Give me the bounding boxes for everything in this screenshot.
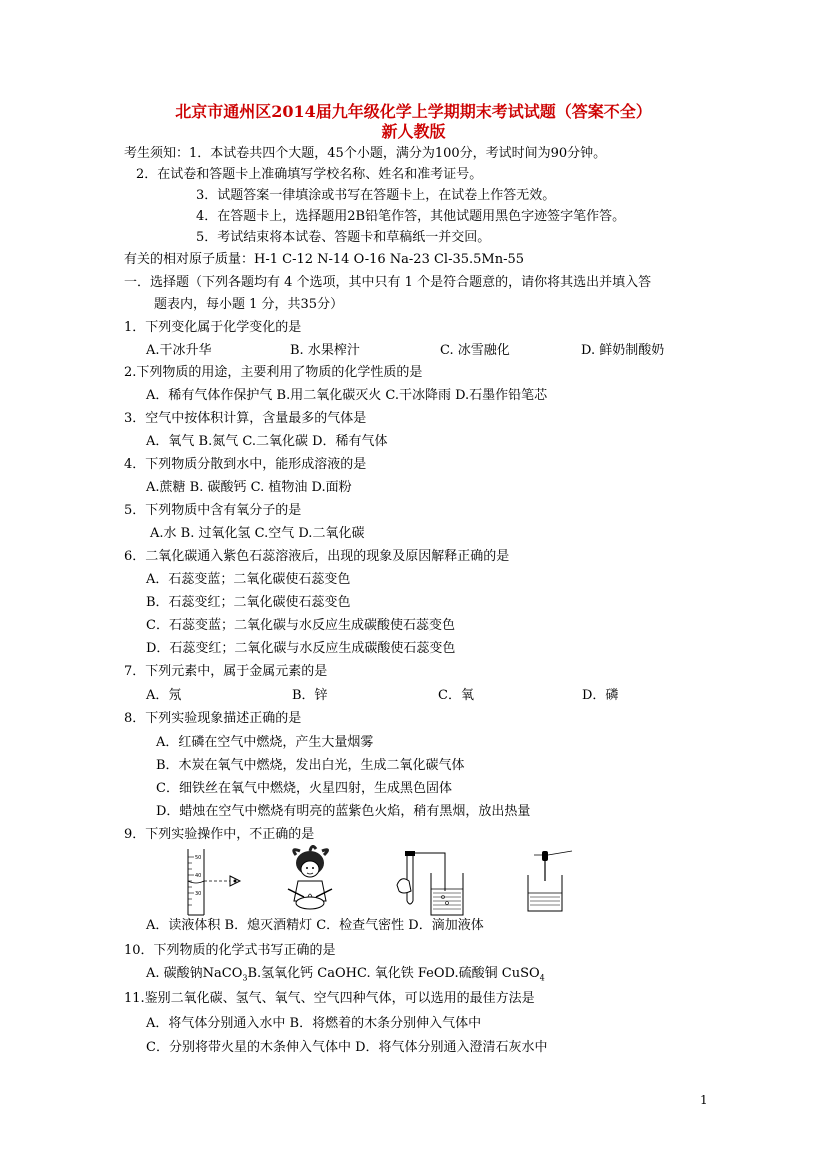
q10-option-a-subscript: 3 — [242, 973, 248, 983]
dropper-figure — [520, 845, 580, 917]
notice-1: 考生须知：1．本试卷共四个大题，45个小题，满分为100分，考试时间为90分钟。 — [124, 146, 607, 161]
title-line-1: 北京市通州区2014届九年级化学上学期期末考试试题（答案不全） — [175, 102, 652, 121]
airtightness-check-figure — [395, 845, 475, 917]
q1-stem: 1．下列变化属于化学变化的是 — [124, 320, 302, 335]
q4-stem: 4．下列物质分散到水中，能形成溶液的是 — [124, 457, 367, 472]
cylinder-tick-label: 30 — [195, 891, 202, 897]
q8-stem: 8．下列实验现象描述正确的是 — [124, 711, 302, 726]
q3-options: A．氧气 B.氮气 C.二氧化碳 D．稀有气体 — [146, 434, 388, 449]
q5-options: A.水 B. 过氧化氢 C.空气 D.二氧化碳 — [150, 526, 365, 541]
q4-options: A.蔗糖 B. 碳酸钙 C. 植物油 D.面粉 — [146, 480, 352, 495]
q1-option-a: A.干冰升华 — [146, 343, 212, 358]
q9-options: A．读液体积 B．熄灭酒精灯 C．检查气密性 D．滴加液体 — [146, 918, 484, 933]
q10-option-d-subscript: 4 — [539, 973, 545, 983]
q6-option-a: A．石蕊变蓝；二氧化碳使石蕊变色 — [146, 572, 351, 587]
q2-stem: 2.下列物质的用途，主要利用了物质的化学性质的是 — [124, 365, 423, 380]
q6-option-d: D．石蕊变红；二氧化碳与水反应生成碳酸使石蕊变色 — [146, 641, 456, 656]
atomic-masses: 有关的相对原子质量：H-1 C-12 N-14 O-16 Na-23 Cl-35.5Mn-55 — [124, 252, 525, 267]
q7-option-c: C．氧 — [438, 688, 474, 703]
q8-option-b: B．木炭在氧气中燃烧，发出白光，生成二氧化碳气体 — [156, 758, 465, 773]
q11-options-cd: C．分别将带火星的木条伸入气体中 D．将气体分别通入澄清石灰水中 — [146, 1040, 548, 1055]
q5-stem: 5．下列物质中含有氧分子的是 — [124, 503, 302, 518]
q1-option-c: C. 冰雪融化 — [440, 343, 510, 358]
q9-figures — [180, 845, 580, 917]
notice-3: 3．试题答案一律填涂或书写在答题卡上，在试卷上作答无效。 — [196, 188, 556, 203]
q11-options-ab: A．将气体分别通入水中 B．将燃着的木条分别伸入气体中 — [146, 1016, 482, 1031]
alcohol-lamp-figure — [270, 845, 350, 917]
notice-4: 4．在答题卡上，选择题用2B铅笔作答，其他试题用黑色字迹签字笔作答。 — [196, 209, 626, 224]
graduated-cylinder-figure — [180, 845, 250, 917]
q6-option-b: B．石蕊变红；二氧化碳使石蕊变色 — [146, 595, 351, 610]
q9-stem: 9．下列实验操作中，不正确的是 — [124, 827, 315, 842]
q6-stem: 6．二氧化碳通入紫色石蕊溶液后，出现的现象及原因解释正确的是 — [124, 549, 510, 564]
q10-option-a: A. 碳酸钠NaCO — [146, 966, 243, 981]
q3-stem: 3．空气中按体积计算，含量最多的气体是 — [124, 411, 367, 426]
q8-option-c: C．细铁丝在氧气中燃烧，火星四射，生成黑色固体 — [156, 781, 452, 796]
q6-option-c: C．石蕊变蓝；二氧化碳与水反应生成碳酸使石蕊变色 — [146, 618, 455, 633]
notice-5: 5．考试结束将本试卷、答题卡和草稿纸一并交回。 — [196, 230, 491, 245]
q8-option-d: D．蜡烛在空气中燃烧有明亮的蓝紫色火焰，稍有黑烟，放出热量 — [156, 804, 531, 819]
q7-option-b: B．锌 — [292, 688, 328, 703]
q7-stem: 7．下列元素中，属于金属元素的是 — [124, 664, 328, 679]
q2-options: A．稀有气体作保护气 B.用二氧化碳灭火 C.干冰降雨 D.石墨作铅笔芯 — [146, 388, 548, 403]
q10-options — [146, 966, 545, 987]
q8-option-a: A．红磷在空气中燃烧，产生大量烟雾 — [156, 735, 374, 750]
section-1-heading: 一．选择题（下列各题均有 4 个选项，其中只有 1 个是符合题意的，请你将其选出并填入答 — [124, 275, 652, 290]
q1-option-d: D. 鲜奶制酸奶 — [581, 343, 665, 358]
q7-option-d: D．磷 — [582, 688, 619, 703]
q11-stem: 11.鉴别二氧化碳、氢气、氧气、空气四种气体，可以选用的最佳方法是 — [124, 991, 535, 1006]
q7-option-a: A．氖 — [146, 688, 182, 703]
cylinder-tick-label: 40 — [195, 873, 202, 879]
title-line-2: 新人教版 — [381, 122, 446, 141]
notice-2: 2．在试卷和答题卡上准确填写学校名称、姓名和准考证号。 — [136, 167, 483, 182]
q10-options-rest: B.氢氧化钙 CaOHC. 氧化铁 FeOD.硫酸铜 CuSO — [247, 966, 540, 981]
q10-stem: 10．下列物质的化学式书写正确的是 — [124, 943, 336, 958]
page-number: 1 — [700, 1093, 708, 1107]
q1-option-b: B. 水果榨汁 — [290, 343, 360, 358]
section-1-heading-cont: 题表内，每小题 1 分，共35分） — [154, 297, 344, 312]
cylinder-tick-label: 50 — [195, 855, 202, 861]
